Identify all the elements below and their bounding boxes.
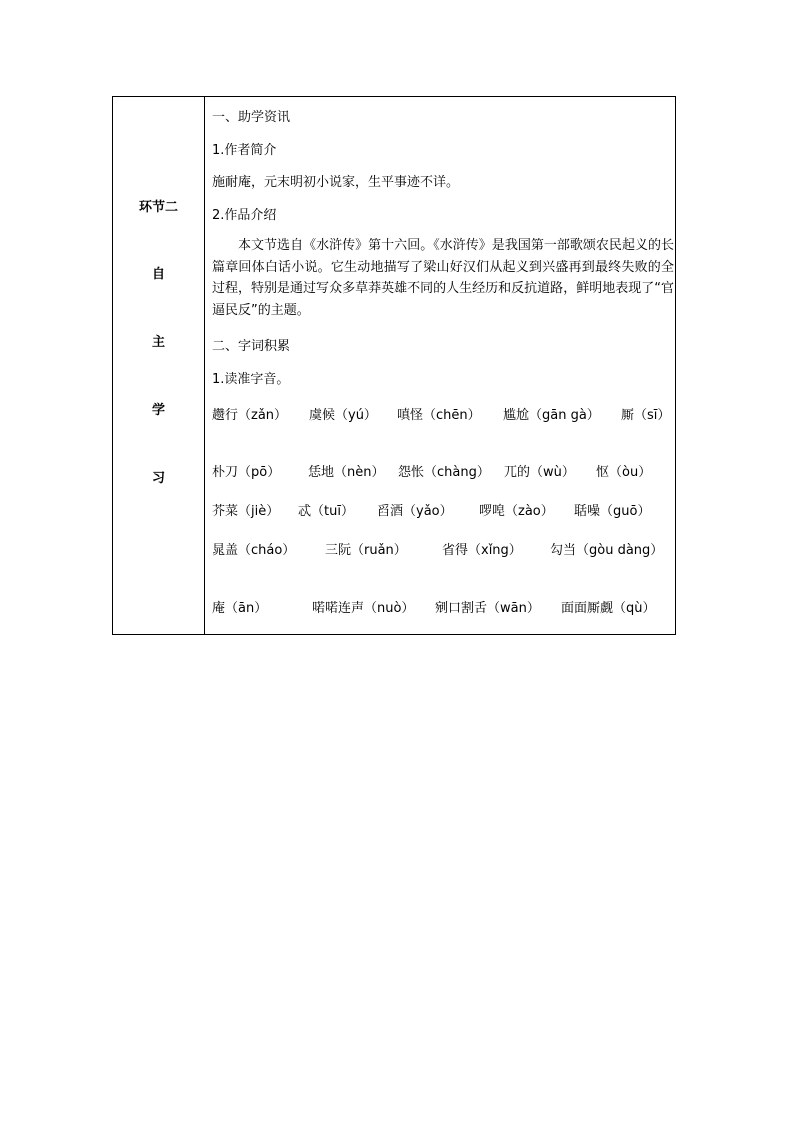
- vocab-word: 厮（sī）: [621, 408, 671, 423]
- vocab-word: 忒（tuī）: [298, 504, 354, 519]
- vocab-word: 趱行（zǎn）: [212, 408, 288, 423]
- label-char-2: 主: [151, 335, 165, 350]
- heading-vocabulary: 二、字词积累: [212, 339, 291, 354]
- subheading-pronunciation: 1.读准字音。: [212, 372, 290, 387]
- vocab-word: 三阮（ruǎn）: [325, 543, 407, 558]
- vocab-word: 芥菜（jiè）: [212, 504, 280, 519]
- section-label-cell: [113, 97, 205, 635]
- vocab-word: 怄（òu）: [596, 465, 652, 480]
- vocab-word: 省得（xǐng）: [442, 543, 522, 558]
- content-cell: [205, 97, 676, 635]
- vocab-word: 兀的（wù）: [504, 465, 575, 480]
- vocab-word: 喏喏连声（nuò）: [312, 601, 415, 616]
- heading-study-info: 一、助学资讯: [212, 110, 291, 125]
- vocab-word: 虞候（yú）: [309, 408, 377, 423]
- vocab-word: 聒噪（guō）: [574, 504, 651, 519]
- label-char-1: 自: [151, 267, 165, 282]
- vocab-word: 庵（ān）: [212, 601, 268, 616]
- label-char-4: 习: [151, 471, 165, 486]
- vocab-word: 啰唣（zào）: [479, 504, 554, 519]
- vocab-word: 勾当（gòu dàng）: [550, 543, 664, 558]
- subheading-work: 2.作品介绍: [212, 208, 277, 223]
- section-title: 环节二: [138, 200, 178, 215]
- vocab-word: 嗔怪（chēn）: [397, 408, 481, 423]
- author-text: 施耐庵，元末明初小说家，生平事迹不详。: [212, 175, 460, 190]
- subheading-author: 1.作者简介: [212, 143, 277, 158]
- vocab-word: 怨怅（chàng）: [398, 465, 490, 480]
- vocab-word: 晁盖（cháo）: [212, 543, 296, 558]
- table-row: [113, 97, 676, 635]
- vocab-word: 恁地（nèn）: [308, 465, 385, 480]
- work-intro-text: 本文节选自《水浒传》第十六回。《水浒传》是我国第一部歌颂农民起义的长篇章回体白话小说。它生动地描写了梁山好汉们从起义到兴盛再到最终失败的全过程，特别是通过写众多草莽英雄不同的人生经历和反抗道路，鲜明地表现了“官逼民反”的主题。: [212, 238, 674, 318]
- work-intro-paragraph: [212, 235, 674, 321]
- study-table: [112, 96, 676, 635]
- vocab-word: 朴刀（pō）: [212, 465, 281, 480]
- vocab-word: 尴尬（gān gà）: [503, 408, 600, 423]
- vocab-word: 面面厮觑（qù）: [561, 601, 656, 616]
- vocab-word: 剜口割舌（wān）: [435, 601, 540, 616]
- vocab-word: 舀酒（yǎo）: [377, 504, 453, 519]
- label-char-3: 学: [151, 403, 165, 418]
